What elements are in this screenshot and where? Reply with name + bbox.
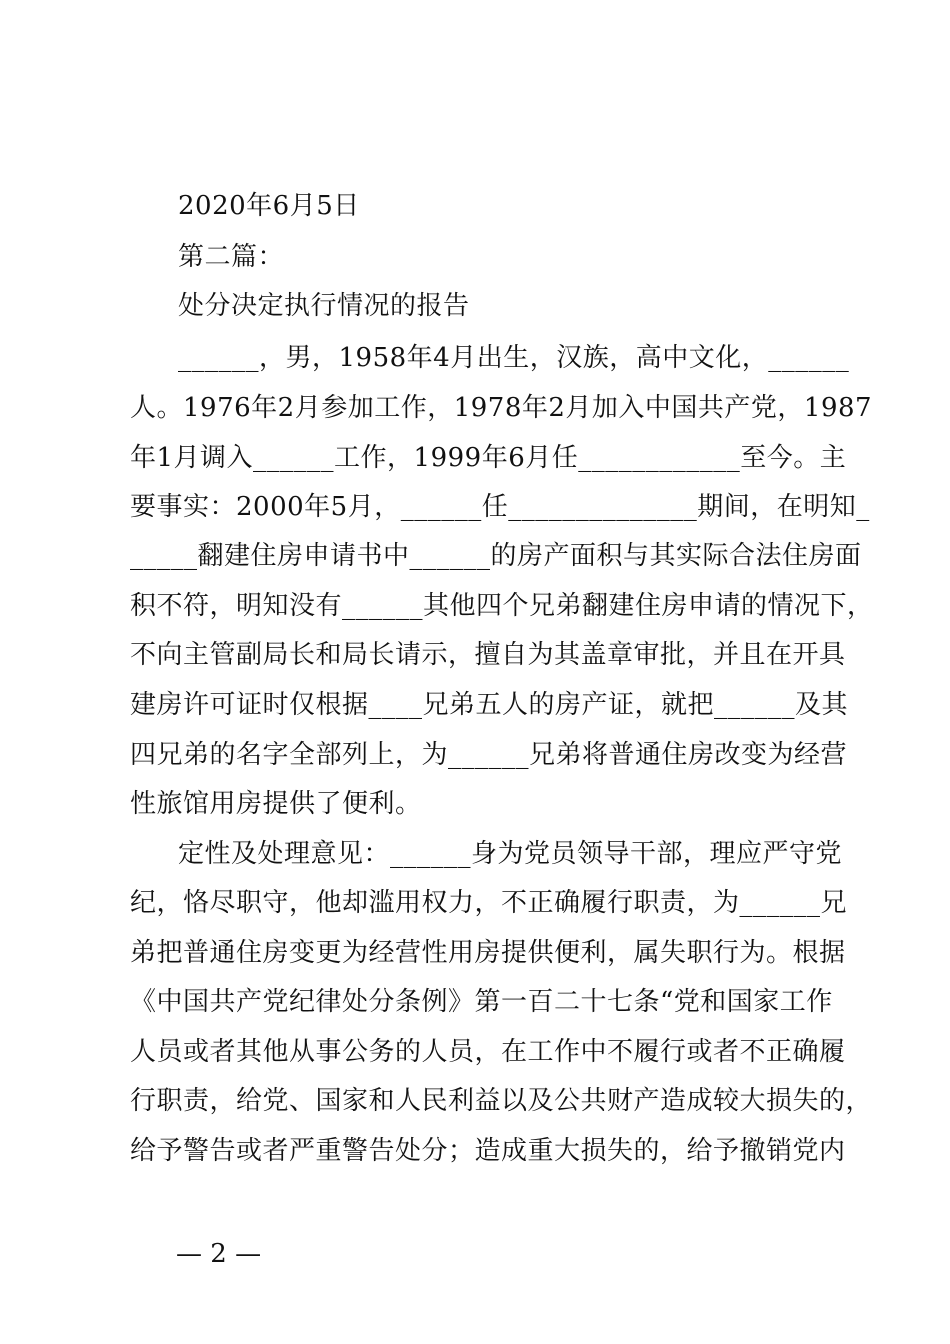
paragraph-line: 行职责，给党、国家和人民利益以及公共财产造成较大损失的， — [130, 1086, 873, 1116]
paragraph-line: 人。1976年2月参加工作，1978年2月加入中国共产党，1987 — [130, 393, 873, 423]
paragraph-line: _____翻建住房申请书中______的房产面积与其实际合法住房面 — [130, 541, 862, 571]
section-heading: 第二篇： — [178, 242, 285, 272]
paragraph-line: 纪，恪尽职守，他却滥用权力，不正确履行职责，为______兄 — [130, 888, 848, 918]
page-number: — 2 — — [176, 1239, 262, 1269]
paragraph-line: 四兄弟的名字全部列上，为______兄弟将普通住房改变为经营 — [130, 740, 848, 770]
paragraph-line: ______，男，1958年4月出生，汉族，高中文化，______ — [178, 343, 850, 373]
paragraph-line: 要事实：2000年5月，______任______________期间，在明知_ — [130, 492, 870, 522]
date-line: 2020年6月5日 — [178, 191, 360, 221]
paragraph-line: 人员或者其他从事公务的人员，在工作中不履行或者不正确履 — [130, 1037, 846, 1067]
paragraph-line: 积不符，明知没有______其他四个兄弟翻建住房申请的情况下， — [130, 591, 874, 621]
paragraph-line: 弟把普通住房变更为经营性用房提供便利，属失职行为。根据 — [130, 938, 846, 968]
paragraph-line: 《中国共产党纪律处分条例》第一百二十七条“党和国家工作 — [130, 987, 833, 1017]
report-title: 处分决定执行情况的报告 — [178, 291, 470, 321]
paragraph-line: 不向主管副局长和局长请示，擅自为其盖章审批，并且在开具 — [130, 640, 846, 670]
paragraph-line: 建房许可证时仅根据____兄弟五人的房产证，就把______及其 — [130, 690, 849, 720]
paragraph-line: 定性及处理意见：______身为党员领导干部，理应严守党 — [178, 839, 843, 869]
paragraph-line: 给予警告或者严重警告处分；造成重大损失的，给予撤销党内 — [130, 1136, 846, 1166]
paragraph-line: 性旅馆用房提供了便利。 — [130, 789, 422, 819]
paragraph-line: 年1月调入______工作，1999年6月任____________至今。主 — [130, 443, 847, 473]
